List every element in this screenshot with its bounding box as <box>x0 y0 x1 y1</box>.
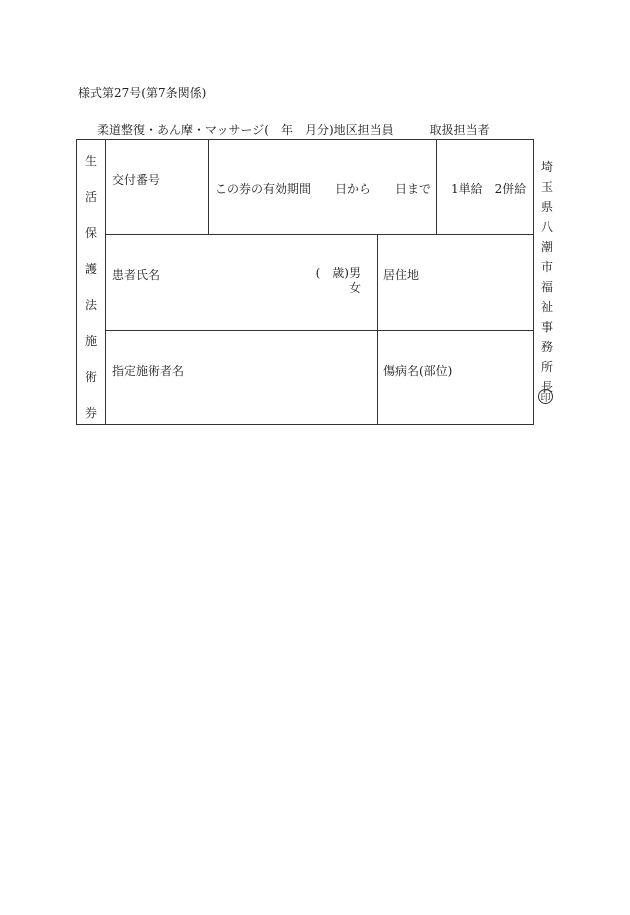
title-char: 活 <box>84 190 97 204</box>
injury-name-label: 傷病名(部位) <box>383 364 453 378</box>
ticket-vertical-title <box>77 152 105 421</box>
practitioner-name-label: 指定施術者名 <box>112 364 185 378</box>
official-seal-mark: 印 <box>538 389 553 404</box>
address-label: 居住地 <box>383 268 420 282</box>
authority-char: 潮 <box>540 240 553 254</box>
authority-char: 埼 <box>540 160 553 174</box>
validity-period-label: この券の有効期間 日から 日まで <box>215 182 432 196</box>
authority-char: 祉 <box>540 300 553 314</box>
address-divider <box>377 234 378 424</box>
title-char: 保 <box>84 226 97 240</box>
title-char: 券 <box>84 406 97 420</box>
authority-char: 事 <box>540 320 553 334</box>
age-male-label: ( 歳)男 <box>315 266 361 280</box>
authority-char: 市 <box>540 260 553 274</box>
authority-char: 県 <box>540 200 553 214</box>
service-type-line: 柔道整復・あん摩・マッサージ( 年 月分)地区担当員 <box>97 123 394 137</box>
title-char: 護 <box>84 262 97 276</box>
female-label: 女 <box>348 281 361 295</box>
authority-char: 福 <box>540 280 553 294</box>
title-column-divider <box>105 140 106 424</box>
row-divider-1 <box>105 234 533 235</box>
authority-char: 八 <box>540 220 553 234</box>
authority-char: 玉 <box>540 180 553 194</box>
authority-char: 所 <box>540 360 553 374</box>
authority-char: 長 <box>540 380 553 394</box>
handler-label: 取扱担当者 <box>429 123 490 137</box>
form-number-title: 様式第27号(第7条関係) <box>78 86 207 100</box>
patient-name-label: 患者氏名 <box>112 268 161 282</box>
treatment-ticket-table <box>76 139 534 425</box>
validity-divider <box>436 140 437 234</box>
issue-number-divider <box>208 140 209 234</box>
patient-age-sex <box>313 266 361 296</box>
title-char: 生 <box>84 154 97 168</box>
billing-type-label: 1単給 2併給 <box>451 182 527 196</box>
issuing-authority-vertical <box>537 158 557 395</box>
row-divider-2 <box>105 330 533 331</box>
title-char: 施 <box>84 334 97 348</box>
issue-number-label: 交付番号 <box>112 173 161 187</box>
ticket-header <box>97 121 490 138</box>
title-char: 術 <box>84 370 97 384</box>
authority-char: 務 <box>540 340 553 354</box>
title-char: 法 <box>84 298 97 312</box>
